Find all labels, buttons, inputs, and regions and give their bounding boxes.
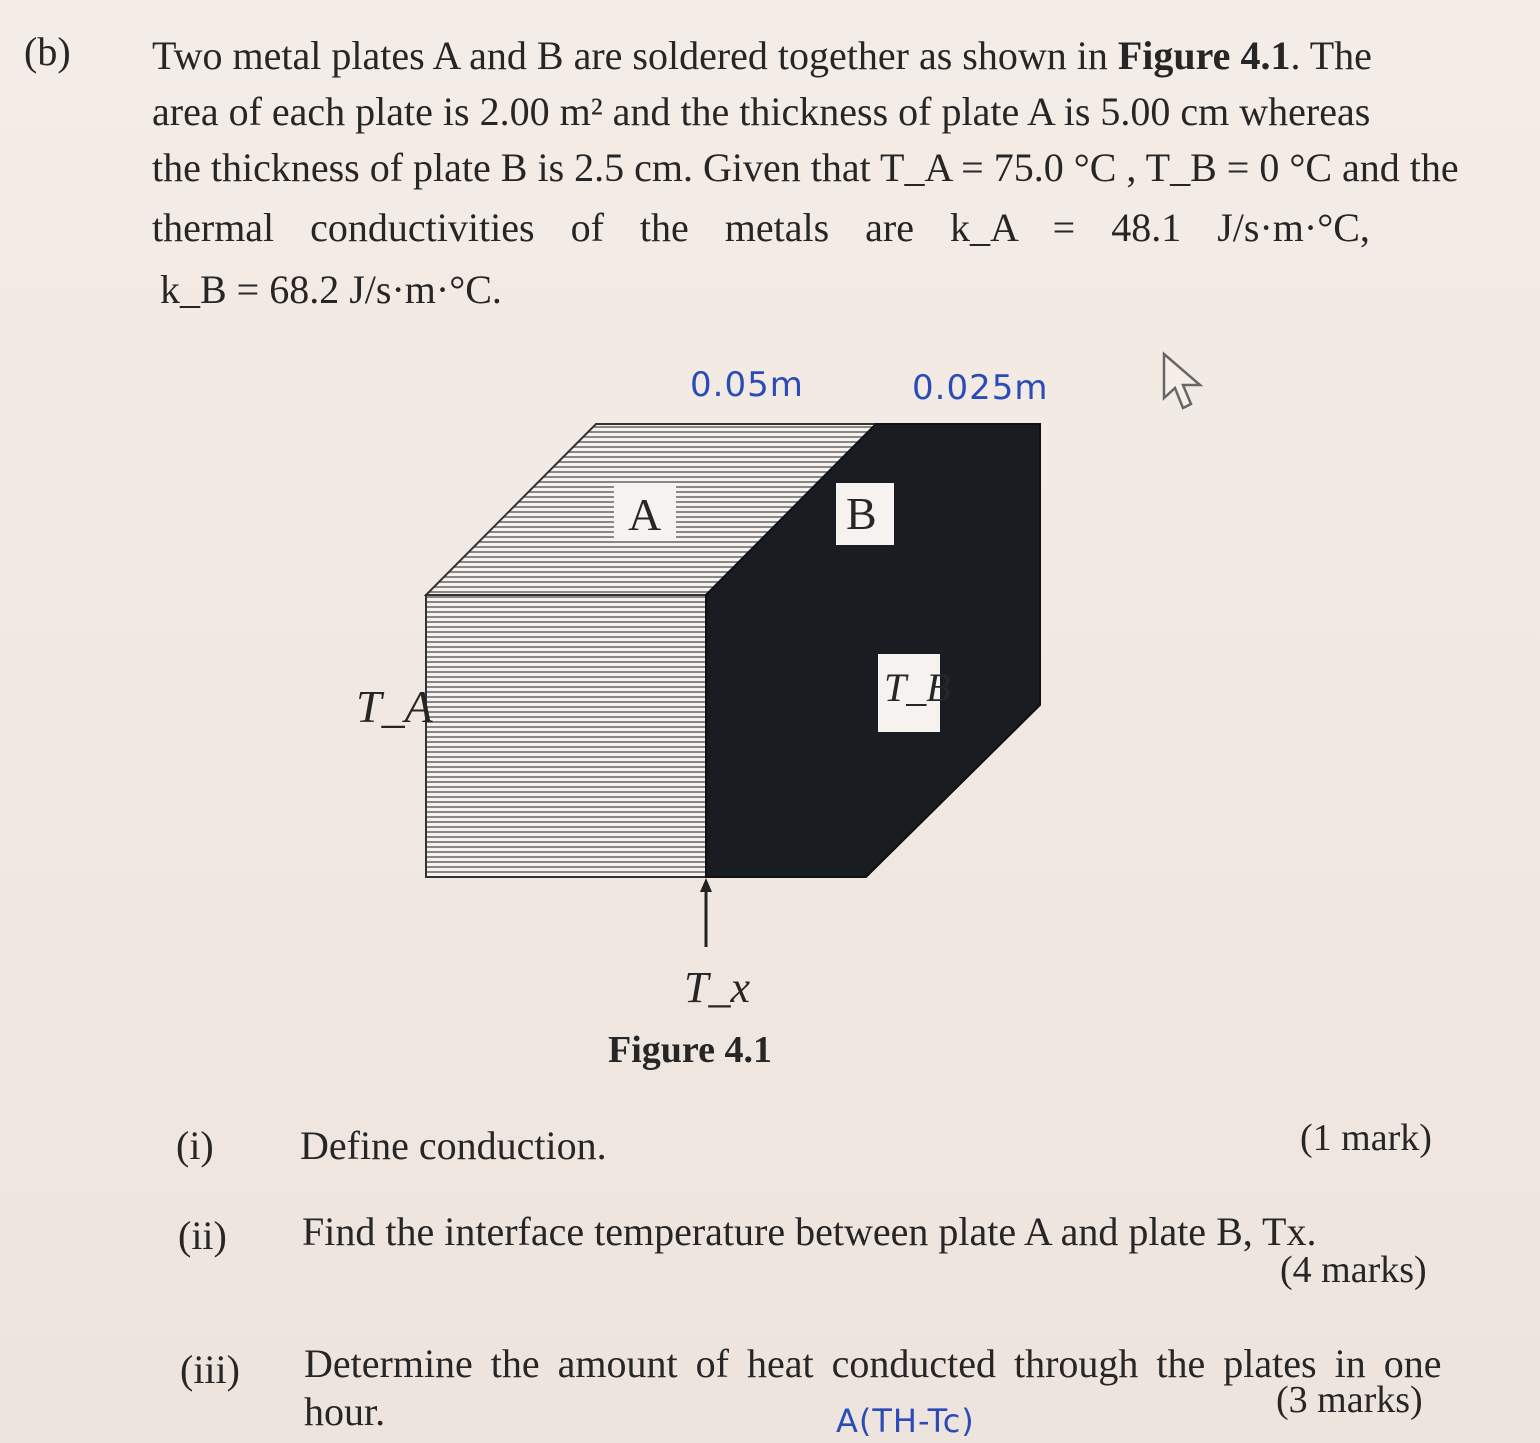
intro-line-1: Two metal plates A and B are soldered together as shown in Figure 4.1. The <box>152 33 1372 78</box>
handwritten-thickness-b: 0.025m <box>912 368 1049 408</box>
question-3-text: Determine the amount of heat conducted through the plates in one <box>304 1341 1442 1386</box>
tb-label: T_B <box>884 665 951 710</box>
question-3-text-cont: hour. <box>304 1389 386 1434</box>
question-3-marks: (3 marks) <box>1276 1379 1423 1421</box>
ta-label: T_A <box>356 681 433 732</box>
plate-a-front-face <box>426 595 706 877</box>
question-1-number: (i) <box>176 1123 214 1168</box>
part-label: (b) <box>24 29 71 74</box>
intro-line-4: thermal conductivities of the metals are k_A = 48.1 J/s·m·°C, <box>152 205 1370 250</box>
question-2-number: (ii) <box>178 1213 227 1258</box>
question-2-marks: (4 marks) <box>1280 1249 1427 1291</box>
plate-b-label: B <box>846 488 877 539</box>
figure-ref: Figure 4.1 <box>1117 33 1291 78</box>
intro-line-5: k_B = 68.2 J/s·m·°C. <box>160 267 502 312</box>
intro-line-3: the thickness of plate B is 2.5 cm. Given that T_A = 75.0 °C , T_B = 0 °C and the <box>152 145 1459 190</box>
question-2-text: Find the interface temperature between plate A and plate B, Tx. <box>302 1209 1317 1254</box>
tx-label: T_x <box>684 963 750 1012</box>
question-3-number: (iii) <box>180 1347 240 1392</box>
handwritten-thickness-a: 0.05m <box>690 365 804 405</box>
question-1-marks: (1 mark) <box>1300 1117 1432 1159</box>
plate-a-label: A <box>628 489 662 540</box>
tx-arrow-head <box>700 878 712 892</box>
figure-caption: Figure 4.1 <box>608 1029 772 1071</box>
intro-line-2: area of each plate is 2.00 m² and the thickness of plate A is 5.00 cm whereas <box>152 89 1371 134</box>
handwritten-bottom-note: A(TH-Tc) <box>836 1402 975 1440</box>
question-1-text: Define conduction. <box>300 1123 607 1168</box>
